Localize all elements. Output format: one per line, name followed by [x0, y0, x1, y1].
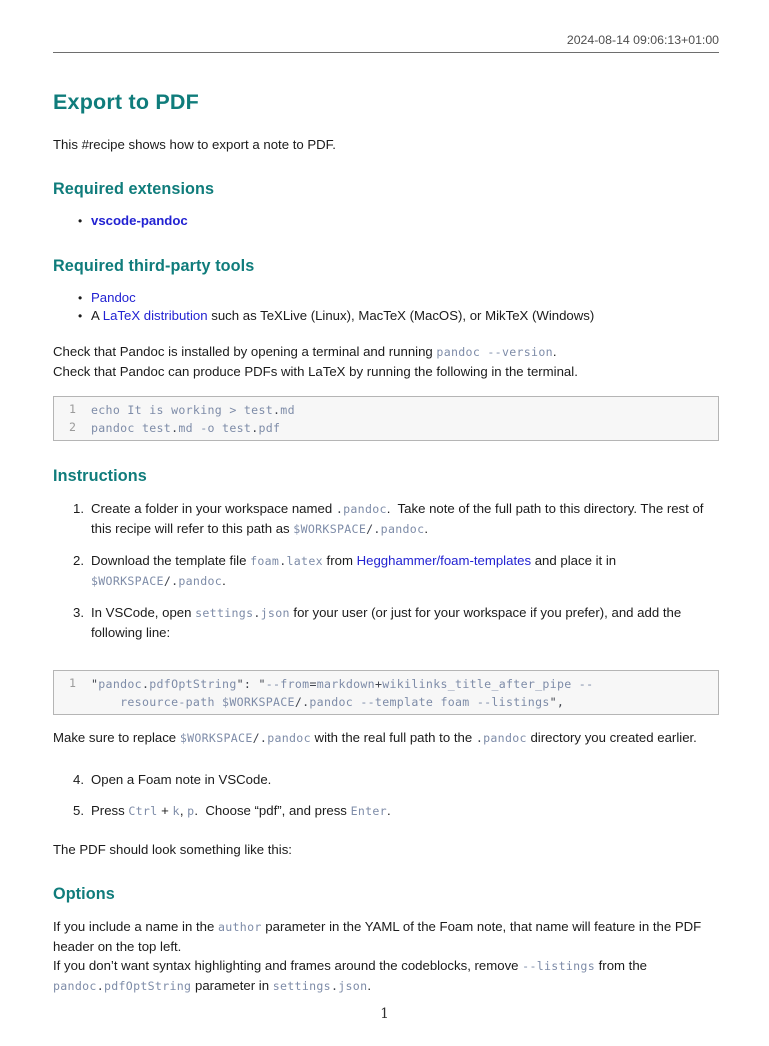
text-segment: .: [222, 572, 226, 588]
bullet-icon: •: [78, 290, 83, 305]
code-block-test: [53, 396, 719, 441]
inline-code: echo It is working > test: [91, 402, 274, 417]
inline-code: Enter: [350, 803, 387, 818]
code-token: /.: [294, 694, 310, 709]
text-segment: Download the template file: [91, 552, 251, 568]
code-token: .: [273, 402, 281, 417]
list-text: [91, 770, 719, 789]
code-text: [91, 675, 710, 693]
inline-code: pandoc: [98, 676, 142, 691]
code-token: .: [96, 978, 104, 993]
list-item: [53, 212, 719, 231]
text-segment: Make sure to replace: [53, 729, 180, 745]
text-segment: . Choose “pdf”, and press: [194, 802, 351, 818]
list-item: [53, 307, 719, 326]
list-text: [91, 289, 719, 308]
paragraph: [53, 342, 719, 362]
inline-code: markdown: [316, 676, 375, 691]
inline-code: $WORKSPACE: [293, 521, 367, 536]
inline-code: settings: [272, 978, 331, 993]
text-segment: If you include a name in the: [53, 918, 218, 934]
code-token: ": ": [236, 676, 266, 691]
inline-code: pandoc: [380, 521, 425, 536]
code-text: [91, 401, 710, 419]
inline-code: resource-path $WORKSPACE: [91, 694, 295, 709]
list-text: [91, 551, 719, 591]
document-header: [53, 33, 719, 53]
list-number: 1.: [73, 500, 84, 516]
text-segment: This #recipe shows how to export a note to PDF.: [53, 137, 336, 152]
code-line: [54, 675, 710, 693]
text-segment: If you don’t want syntax highlighting and frames around the codeblocks, remove: [53, 957, 523, 973]
text-segment: for your user (or just for your workspace if you prefer), and add the following line:: [91, 604, 685, 640]
heading-options: Options: [53, 884, 115, 903]
link[interactable]: vscode-pandoc: [91, 213, 188, 228]
code-token: .: [330, 978, 339, 993]
text-segment: +: [157, 802, 173, 818]
inline-code: --from: [265, 676, 310, 691]
link[interactable]: Hegghammer/foam-templates: [356, 552, 532, 568]
inline-code: md: [280, 402, 295, 417]
text-segment: Open a Foam note in VSCode.: [91, 771, 272, 787]
heading-instructions: Instructions: [53, 466, 147, 485]
header-rule: [53, 52, 719, 53]
code-token: .: [279, 553, 287, 568]
text-segment: .: [367, 977, 372, 993]
code-token: .: [475, 730, 484, 745]
inline-code: pandoc: [178, 573, 223, 588]
text-segment: .: [386, 802, 391, 818]
code-line: [54, 693, 710, 711]
page-number: 1: [380, 1006, 389, 1022]
text-segment: and place it in: [531, 552, 620, 568]
code-block-settings: [53, 670, 719, 715]
inline-code: json: [338, 978, 368, 993]
code-token: .: [251, 420, 259, 435]
list-text: [91, 307, 719, 326]
heading-required-third-party-tools: Required third-party tools: [53, 256, 255, 275]
list-text: [91, 801, 719, 821]
inline-code: pandoc --version: [436, 344, 553, 359]
inline-code: pandoc --template foam --listings: [309, 694, 550, 709]
list-text: [91, 499, 719, 539]
line-number: 1: [69, 675, 77, 690]
text-segment: A: [91, 308, 103, 323]
inline-code: p: [187, 803, 195, 818]
code-token: .: [141, 676, 150, 691]
list-item: [53, 551, 719, 591]
inline-code: Ctrl: [128, 803, 158, 818]
text-segment: parameter in: [191, 977, 273, 993]
list-item: [53, 289, 719, 308]
inline-code: $WORKSPACE: [179, 730, 253, 745]
paragraph: [53, 362, 719, 381]
code-token: =: [309, 676, 317, 691]
code-token: ",: [549, 694, 565, 709]
line-number: 2: [69, 419, 77, 434]
inline-code: latex: [286, 553, 323, 568]
code-token: .: [171, 420, 179, 435]
paragraph: [53, 956, 719, 996]
code-text: [91, 693, 710, 711]
text-segment: with the real full path to the: [310, 729, 476, 745]
intro-paragraph: [53, 135, 719, 154]
list-number: 4.: [73, 771, 84, 787]
text-segment: Check that Pandoc is installed by opening a terminal and running: [53, 343, 437, 359]
text-segment: .: [424, 520, 429, 536]
list-item: [53, 801, 719, 821]
code-token: /.: [366, 521, 381, 536]
line-number: [54, 693, 91, 711]
list-item: [53, 603, 719, 642]
code-text: [91, 419, 710, 437]
header-date: 2024-08-14 09:06:13+01:00: [566, 33, 719, 47]
paragraph: [53, 840, 719, 859]
code-token: /.: [163, 573, 179, 588]
code-token: ": [91, 676, 99, 691]
extensions-list: [53, 212, 719, 231]
list-item: [53, 499, 719, 539]
bullet-icon: •: [78, 214, 83, 228]
list-number: 2.: [73, 552, 84, 568]
inline-code: pandoc: [53, 978, 97, 993]
line-number: 1: [69, 401, 77, 416]
text-segment: . Take note of the full path to this directory. The rest of this recipe will refer to this path as: [91, 500, 708, 536]
text-segment: Press: [91, 802, 129, 818]
inline-code: pandoc: [483, 730, 527, 745]
inline-code: --listings: [522, 958, 595, 973]
inline-code: k: [172, 803, 180, 818]
text-segment: Check that Pandoc can produce PDFs with LaTeX by running the following in the terminal.: [53, 363, 578, 379]
list-text: [91, 603, 719, 642]
code-line: [54, 401, 710, 419]
inline-code: author: [217, 919, 262, 934]
inline-code: wikilinks_title_after_pipe --: [382, 676, 594, 691]
link[interactable]: Pandoc: [91, 289, 136, 305]
paragraph: [53, 728, 719, 748]
text-segment: such as TeXLive (Linux), MacTeX (MacOS), or MikTeX (Windows): [207, 308, 595, 323]
inline-code: pandoc test: [91, 420, 172, 435]
inline-code: $WORKSPACE: [91, 573, 164, 588]
code-token: +: [374, 676, 383, 691]
code-token: /.: [252, 730, 268, 745]
inline-code: pdf: [258, 420, 281, 435]
bullet-icon: •: [78, 309, 83, 323]
text-segment: from the: [594, 957, 651, 973]
paragraph: [53, 917, 719, 956]
code-token: .: [335, 501, 344, 516]
list-item: [53, 770, 719, 789]
code-line: [54, 419, 710, 437]
inline-code: pandoc: [267, 730, 311, 745]
inline-code: json: [260, 605, 290, 620]
list-number: 5.: [73, 802, 84, 818]
inline-code: pandoc: [343, 501, 387, 516]
list-number: 3.: [73, 604, 84, 620]
link[interactable]: LaTeX distribution: [102, 308, 208, 323]
text-segment: .: [552, 343, 557, 359]
inline-code: foam: [250, 553, 280, 568]
text-segment: directory you created earlier.: [526, 729, 697, 745]
text-segment: Create a folder in your workspace named: [91, 500, 336, 516]
tools-list: [53, 289, 719, 326]
inline-code: pdfOptString: [103, 978, 192, 993]
text-segment: ,: [179, 802, 188, 818]
code-token: .: [253, 605, 261, 620]
inline-code: md -o test: [178, 420, 252, 435]
list-text: [91, 212, 719, 231]
text-segment: The PDF should look something like this:: [53, 841, 292, 857]
page-title: Export to PDF: [53, 90, 199, 114]
inline-code: pdfOptString: [149, 676, 237, 691]
inline-code: settings: [195, 605, 254, 620]
text-segment: In VSCode, open: [91, 604, 196, 620]
heading-required-extensions: Required extensions: [53, 180, 215, 198]
text-segment: from: [322, 552, 357, 568]
text-segment: parameter in the YAML of the Foam note, that name will feature in the PDF header on the top left.: [53, 918, 705, 954]
